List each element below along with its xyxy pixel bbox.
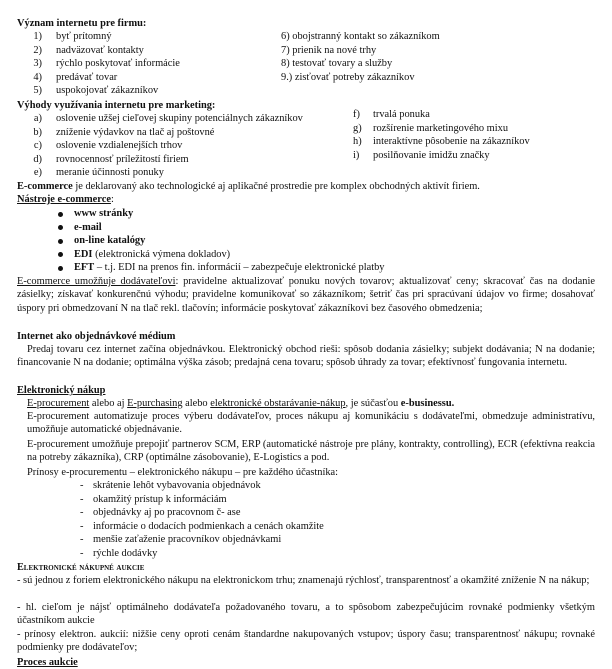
ecommerce-definition-text: je deklarovaný ako technologické aj aplikačné prostredie pre komplex obchodných aktivít firiem. — [72, 181, 480, 192]
list-item-letter: i) — [353, 149, 360, 161]
list-item: rýchle dodávky — [93, 547, 158, 559]
list-item-letter: h) — [353, 136, 362, 147]
ecommerce-enables-text: : pravidelne aktualizovať ponuku nových tovarov; aktualizovať ceny; skracovať čas na dodanie zásielky; získavať konkurenčnú výhodu; pravidelne komunikovať so zákazníkom; šetriť čas pri spracúvaní údajov vo firme; dosahovať úspory pri obmedzovaní N na tlač rekl. tlačovín; informácie poskytovať zákazníkovi bez časového obmedzenia; — [17, 276, 595, 314]
list-item: rozšírenie marketingového mixu — [373, 122, 509, 134]
dash-marker: - — [80, 480, 84, 491]
tool-name: EFT — [74, 262, 95, 273]
list-item: informácie o dodacích podmienkach a cenách okamžite — [93, 520, 324, 532]
dash-marker: - — [80, 507, 84, 518]
list-item: nadväzovať kontakty — [56, 44, 144, 56]
tools-heading-colon: : — [110, 194, 114, 205]
list-item: 9.) zisťovať potreby zákazníkov — [281, 71, 415, 83]
list-item: 7) prienik na nové trhy — [281, 44, 377, 56]
list-item-number: 4) — [33, 71, 42, 83]
section-heading-marketing-benefits: Výhody využívania internetu pre marketing: — [17, 100, 216, 111]
list-item: menšie zaťaženie pracovníkov objednávkami — [93, 534, 282, 545]
connector-text: alebo — [182, 398, 211, 409]
dash-marker: - — [80, 534, 84, 545]
dash-marker: - — [80, 547, 84, 559]
ordering-medium-paragraph: Predaj tovaru cez internet začína objednávkou. Elektronický obchod rieši: spôsob dodania zásielky; subjekt dodávania; N na dodanie; financovanie N na dodanie; optimálna výška zásob; predajná cena tovaru; spôsob úhrady za tovar; efektívnosť fungovania internetu. — [17, 344, 595, 369]
list-item: byť prítomný — [56, 31, 112, 42]
dash-marker: - — [80, 520, 84, 532]
list-item-letter: c) — [33, 140, 42, 151]
list-item-letter: f) — [353, 109, 360, 120]
eprocurement-automation-paragraph: E-procurement automatizuje proces výberu dodávateľov, proces nákupu aj komunikáciu s dodávateľmi, obmedzuje administratívu, umožňuje automatické objednávanie. — [27, 411, 595, 436]
section-heading-ordering-medium: Internet ako objednávkové médium — [17, 331, 176, 342]
tool-name: e-mail — [74, 221, 102, 233]
bullet-icon — [58, 239, 63, 244]
list-item-number: 3) — [33, 58, 42, 69]
auction-list-item: - sú jednou z foriem elektronického nákupu na elektronickom trhu; znamenajú rýchlosť, transparentnosť a okamžité zníženie N na nákup; — [17, 575, 590, 586]
list-item: trvalá ponuka — [373, 109, 430, 120]
tool-description: – t.j. EDI na prenos fin. informácií – zabezpečuje elektronické platby — [94, 262, 385, 273]
term-electronic-procurement: elektronické obstarávanie-nákup — [210, 398, 346, 409]
list-item-number: 2) — [33, 44, 42, 56]
list-item — [74, 207, 133, 220]
list-item-letter: d) — [33, 153, 42, 165]
ecommerce-enables-term: E-commerce umožňuje dodávateľovi — [17, 276, 176, 287]
list-item: rýchlo poskytovať informácie — [56, 58, 180, 69]
tool-name: EDI — [74, 248, 93, 260]
list-item-letter: b) — [33, 126, 42, 138]
list-item-letter: g) — [353, 122, 362, 134]
eprocurement-integration-paragraph: E-procurement umožňuje prepojiť partnerov SCM, ERP (automatické nástroje pre plány, kontrakty, controlling), ECR (efektívna reakcia na potreby zákazníka), CRP (optimálne zásobovanie), E-Logistics a pod. — [27, 439, 595, 464]
list-item — [74, 248, 230, 261]
list-item-letter: a) — [33, 113, 42, 124]
list-item: interaktívne pôsobenie na zákazníkov — [373, 136, 530, 147]
tool-name: www stránky — [74, 208, 134, 219]
tool-name: on-line katalógy — [74, 235, 146, 246]
connector-text: alebo aj — [89, 398, 128, 409]
list-item — [74, 261, 384, 274]
list-item: okamžitý prístup k informáciám — [93, 493, 227, 505]
bullet-icon — [58, 252, 63, 257]
ecommerce-definition — [17, 180, 480, 193]
dash-marker: - — [80, 493, 84, 505]
auction-list-item: - prínosy elektron. aukcií: nižšie ceny oproti cenám štandardne nakupovaných vstupov; úspory času; transparentnosť nákupu; rovnaké podmienky pre dodávateľov; — [17, 629, 595, 654]
eprocurement-intro-line — [27, 397, 454, 410]
list-item: zníženie výdavkov na tlač aj poštovné — [56, 126, 215, 138]
list-item-letter: e) — [33, 167, 42, 178]
bullet-icon — [58, 212, 63, 217]
list-item: oslovenie vzdialenejších trhov — [56, 140, 183, 151]
list-item: 6) obojstranný kontakt so zákazníkom — [281, 31, 440, 42]
list-item — [74, 234, 145, 247]
auction-list-item: - hl. cieľom je nájsť optimálneho dodávateľa požadovaného tovaru, a to spôsobom zabezpečujúcim rovnaké podmienky všetkým účastníkom aukcie — [17, 602, 595, 627]
list-item-number: 5) — [33, 85, 42, 96]
list-item: 8) testovať tovary a služby — [281, 58, 393, 69]
section-heading-electronic-auctions: Elektronické nákupné aukcie — [17, 562, 145, 573]
section-heading-auction-process: Proces aukcie — [17, 657, 78, 668]
section-heading-internet-value: Význam internetu pre firmu: — [17, 18, 147, 29]
list-item-number: 1) — [33, 31, 42, 42]
term-epurchasing: E-purchasing — [127, 398, 183, 409]
list-item — [74, 221, 102, 234]
bullet-icon — [58, 225, 63, 230]
eprocurement-benefits-intro: Prínosy e-procurementu – elektronického nákupu – pre každého účastníka: — [27, 467, 339, 478]
tools-heading-line — [17, 193, 114, 206]
ecommerce-term: E-commerce — [17, 181, 73, 192]
list-item: predávať tovar — [56, 71, 118, 83]
ecommerce-enables-paragraph — [17, 275, 595, 315]
list-item: meranie účinnosti ponuky — [56, 167, 164, 178]
list-item: oslovenie užšej cieľovej skupiny potenciálnych zákazníkov — [56, 113, 303, 124]
connector-text: , je súčasťou — [345, 398, 401, 409]
term-ebusiness: e-businessu. — [400, 398, 455, 409]
term-eprocurement: E-procurement — [27, 398, 90, 409]
section-heading-electronic-purchasing: Elektronický nákup — [17, 385, 106, 396]
list-item: objednávky aj po pracovnom č- ase — [93, 507, 241, 518]
list-item: skrátenie lehôt vybavovania objednávok — [93, 480, 261, 491]
list-item: posilňovanie imidžu značky — [373, 149, 490, 161]
list-item: uspokojovať zákazníkov — [56, 85, 159, 96]
tools-heading: Nástroje e-commerce — [17, 194, 111, 205]
list-item: rovnocennosť príležitostí firiem — [56, 153, 189, 165]
tool-description: (elektronická výmena dokladov) — [92, 248, 231, 260]
bullet-icon — [58, 266, 63, 271]
